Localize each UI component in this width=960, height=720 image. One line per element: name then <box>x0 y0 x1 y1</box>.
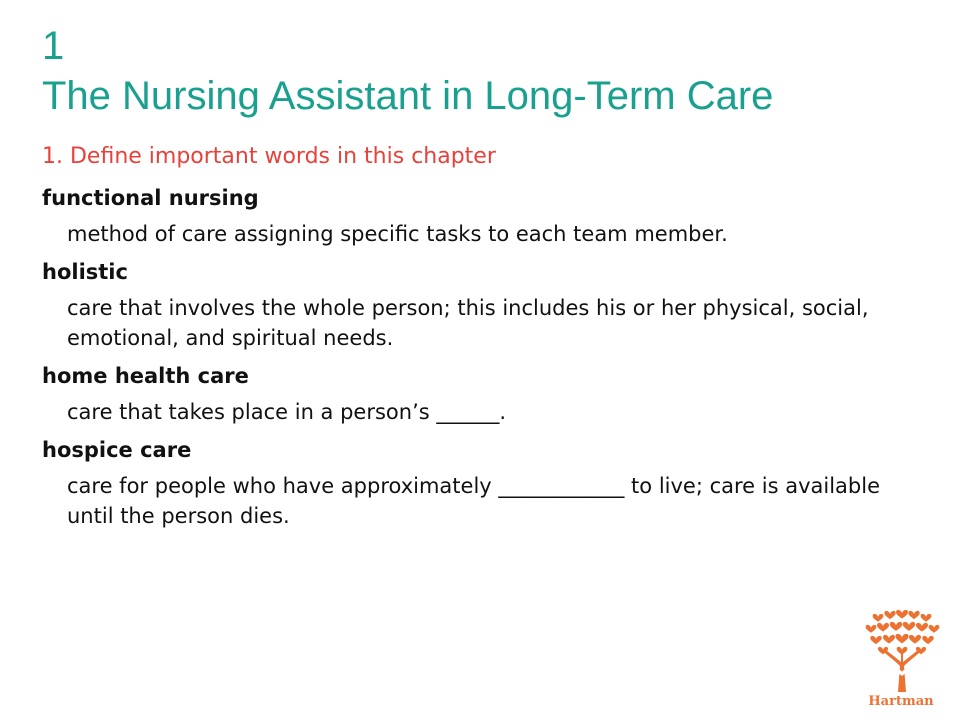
definition-holistic: care that involves the whole person; this includes his or her physical, social, emotional, and spiritual needs. <box>67 296 869 350</box>
chapter-title: The Nursing Assistant in Long-Term Care <box>42 74 774 118</box>
heart-tree-icon <box>856 608 946 694</box>
chapter-number: 1 <box>42 24 65 68</box>
term-holistic: holistic <box>42 260 128 284</box>
definition-functional-nursing: method of care assigning specific tasks to each team member. <box>67 222 728 246</box>
hartman-logo <box>856 608 946 712</box>
term-home-health-care: home health care <box>42 364 249 388</box>
logo-wordmark: Hartman <box>868 694 934 709</box>
term-functional-nursing: functional nursing <box>42 186 259 210</box>
term-list <box>42 183 932 539</box>
term-hospice-care: hospice care <box>42 438 192 462</box>
learning-objective: 1. Define important words in this chapter <box>42 144 496 169</box>
definition-home-health-care: care that takes place in a person’s ______. <box>67 400 507 424</box>
definition-hospice-care: care for people who have approximately ____________ to live; care is available until the person dies. <box>67 474 881 528</box>
